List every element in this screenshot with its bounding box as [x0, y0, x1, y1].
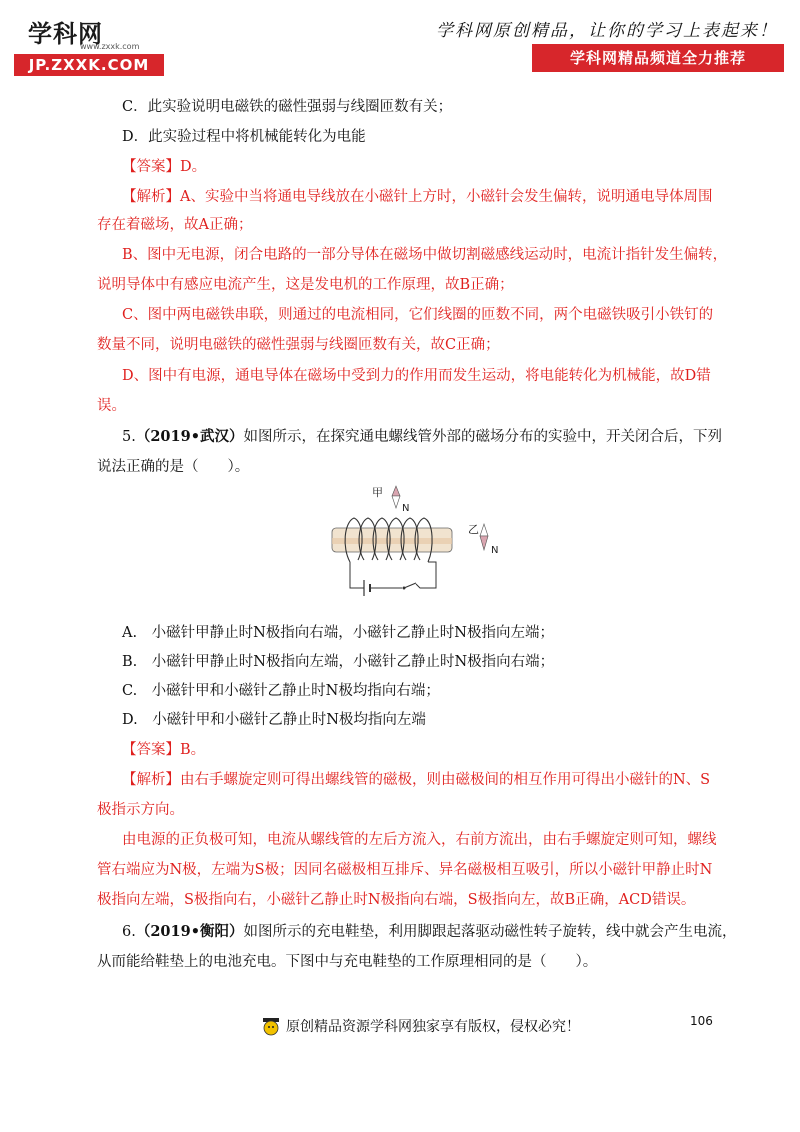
- analysis-line: 管右端应为N极，左端为S极；因同名磁极相互排斥、异名磁极相互吸引，所以小磁针甲静止时N: [97, 862, 713, 878]
- answer-label: 【答案】B。: [122, 742, 206, 758]
- analysis-line: 数量不同，说明电磁铁的磁性强弱与线圈匝数有关，故C正确；: [97, 337, 500, 353]
- analysis-line: 极指向左端，S极指向右，小磁针乙静止时N极指向右端，S极指向左，故B正确，ACD错误。: [97, 892, 696, 908]
- question-text: 如图所示，在探究通电螺线管外部的磁场分布的实验中，开关闭合后，下列: [243, 429, 722, 445]
- option-a: A. 小磁针甲静止时N极指向右端，小磁针乙静止时N极指向左端；: [122, 625, 554, 641]
- option-c: C．此实验说明电磁铁的磁性强弱与线圈匝数有关；: [122, 99, 453, 115]
- question-6: [122, 922, 736, 942]
- option-b: B. 小磁针甲静止时N极指向左端，小磁针乙静止时N极指向右端；: [122, 654, 555, 670]
- solenoid-figure: [320, 478, 520, 600]
- analysis-line: C、图中两电磁铁串联，则通过的电流相同，它们线圈的匝数不同，两个电磁铁吸引小铁钉的: [122, 307, 714, 323]
- analysis-line: 【解析】由右手螺旋定则可得出螺线管的磁极，则由磁极间的相互作用可得出小磁针的N、S: [122, 772, 711, 788]
- question-5: [122, 427, 722, 447]
- question-text: 从而能给鞋垫上的电池充电。下图中与充电鞋垫的工作原理相同的是（ ）。: [97, 954, 598, 970]
- analysis-line: 误。: [97, 398, 126, 414]
- analysis-line: 存在着磁场，故A正确；: [97, 217, 253, 233]
- needle-jia-north: [392, 486, 400, 496]
- header-banner: 学科网精品频道全力推荐: [532, 44, 784, 72]
- site-logo[interactable]: [14, 12, 164, 74]
- needle-jia-n: N: [402, 503, 410, 514]
- needle-jia-label: 甲: [372, 486, 383, 499]
- analysis-line: 极指示方向。: [97, 802, 184, 818]
- page-number: 106: [690, 1014, 713, 1028]
- needle-yi-n: N: [491, 545, 499, 556]
- needle-yi-label: 乙: [468, 523, 479, 536]
- copyright-text: 原创精品资源学科网独家享有版权，侵权必究！: [286, 1019, 580, 1035]
- question-source: （2019•武汉）: [135, 428, 244, 445]
- circuit-wire: [350, 562, 436, 588]
- switch-blade: [404, 583, 416, 588]
- option-d: D. 小磁针甲和小磁针乙静止时N极均指向左端: [122, 712, 426, 728]
- question-text: 如图所示的充电鞋垫，利用脚跟起落驱动磁性转子旋转，线中就会产生电流，: [243, 924, 737, 940]
- analysis-line: D、图中有电源，通电导体在磁场中受到力的作用而发生运动，将电能转化为机械能，故D错: [122, 368, 711, 384]
- footer-copyright: [260, 1016, 580, 1038]
- question-source: （2019•衡阳）: [135, 923, 244, 940]
- analysis-line: 说明导体中有感应电流产生，这是发电机的工作原理，故B正确；: [97, 277, 514, 293]
- analysis-line: 【解析】A、实验中当将通电导线放在小磁针上方时，小磁针会发生偏转，说明通电导体周围: [122, 189, 713, 205]
- question-number: 6.: [122, 924, 136, 940]
- analysis-line: B、图中无电源，闭合电路的一部分导体在磁场中做切割磁感线运动时，电流计指针发生偏转，: [122, 247, 728, 263]
- logo-title: 学科网: [28, 20, 103, 48]
- header-slogan: 学科网原创精品，让你的学习上表起来！: [436, 21, 778, 41]
- answer-label: 【答案】D。: [122, 159, 207, 175]
- question-text: 说法正确的是（ ）。: [97, 459, 250, 475]
- needle-jia-south: [392, 496, 400, 508]
- mascot-icon: [260, 1016, 282, 1038]
- option-d: D．此实验过程中将机械能转化为电能: [122, 129, 366, 145]
- needle-yi-north: [480, 536, 488, 550]
- analysis-line: 由电源的正负极可知，电流从螺线管的左后方流入，右前方流出，由右手螺旋定则可知，螺线: [122, 832, 717, 848]
- question-number: 5.: [122, 429, 136, 445]
- option-c: C. 小磁针甲和小磁针乙静止时N极均指向右端；: [122, 683, 440, 699]
- needle-yi-south: [480, 524, 488, 536]
- logo-subtitle: www.zxxk.com: [80, 42, 140, 51]
- logo-url: JP.ZXXK.COM: [14, 54, 164, 76]
